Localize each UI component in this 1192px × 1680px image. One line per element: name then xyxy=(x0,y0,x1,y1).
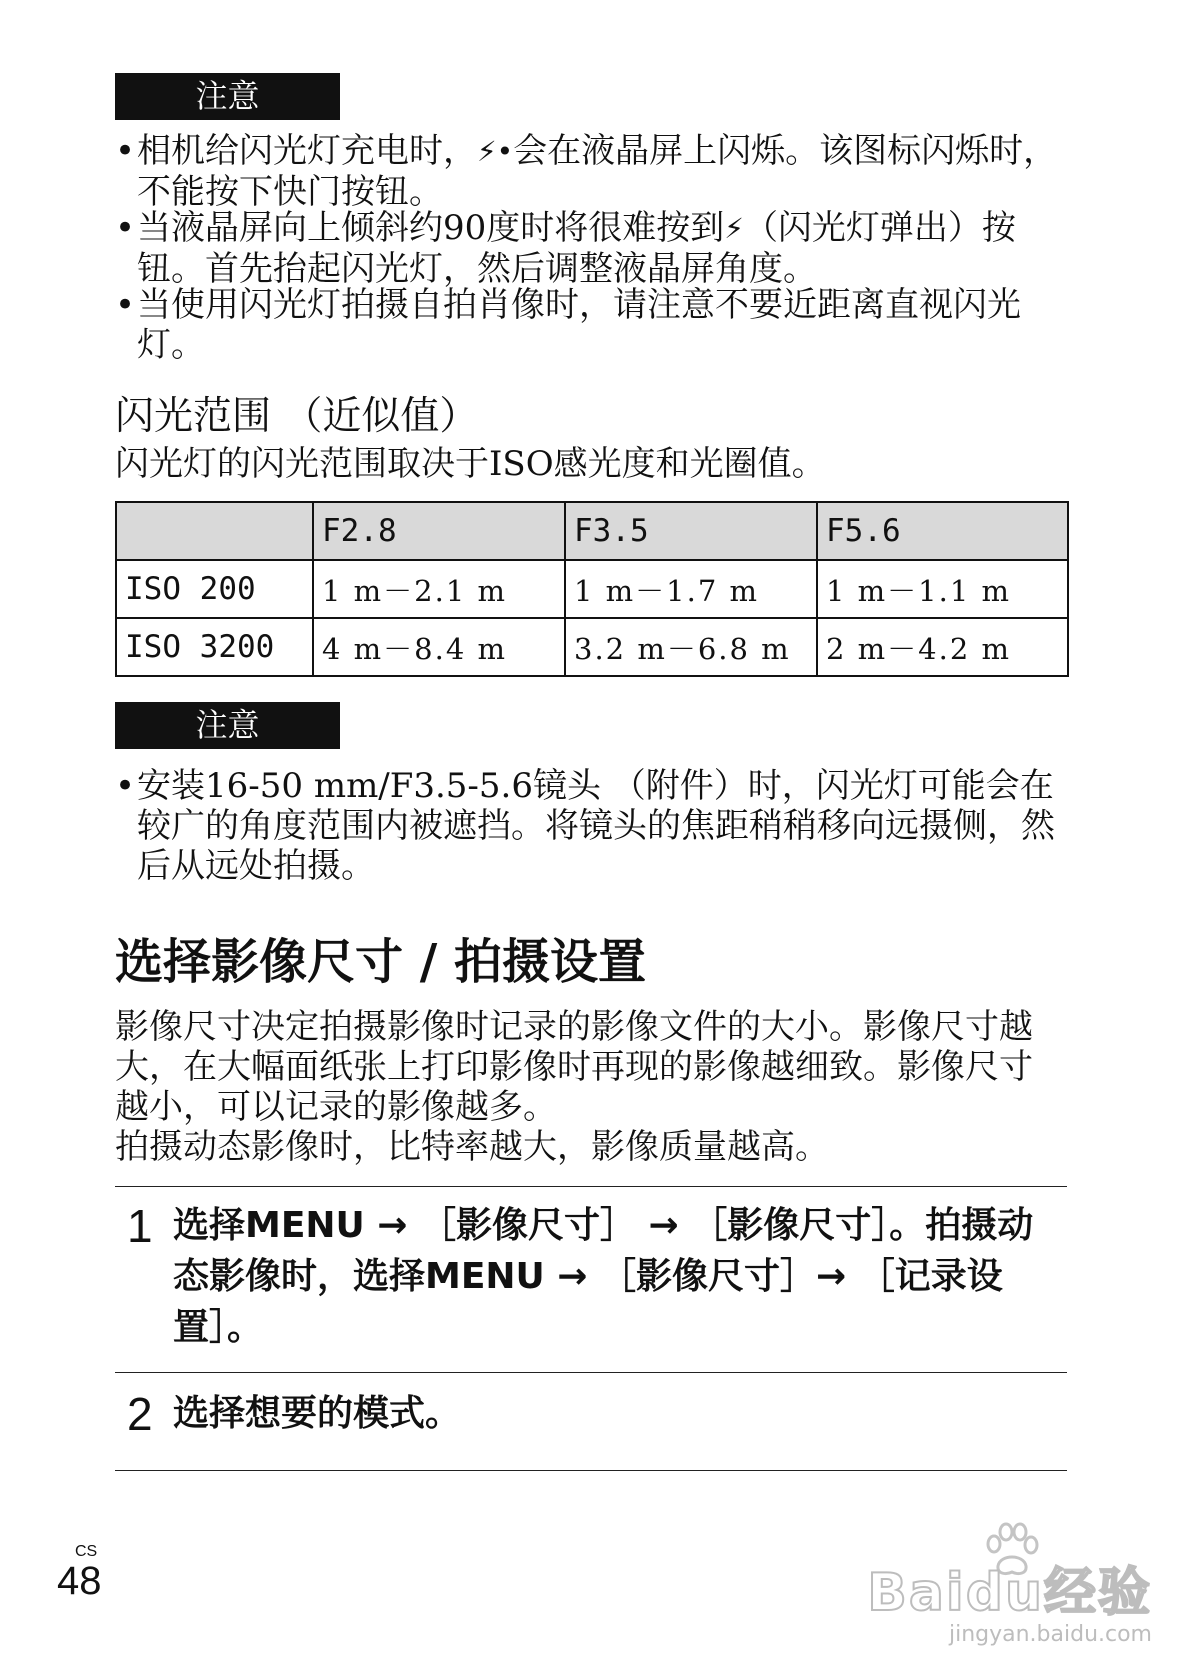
notice-label: 注意 xyxy=(115,702,340,749)
section-title: 选择影像尺寸 / 拍摄设置 xyxy=(115,934,646,990)
bullet-text: （闪光灯弹出）按钮。首先抬起闪光灯，然后调整液晶屏角度。 xyxy=(137,208,1016,289)
table-row xyxy=(116,560,1068,618)
table-row-label: ISO 200 xyxy=(116,560,313,618)
flash-charging-icon: ⚡• xyxy=(477,135,514,168)
table-row xyxy=(116,618,1068,676)
watermark xyxy=(862,1520,1152,1660)
table-header-cell: F3.5 xyxy=(565,502,817,560)
notice-bullet-lcd-tilt xyxy=(115,208,1065,289)
table-cell: 3.2 m－6.8 m xyxy=(565,618,817,676)
table-row-label: ISO 3200 xyxy=(116,618,313,676)
table-cell: 1 m－2.1 m xyxy=(313,560,565,618)
notice-bullet-flash-charging xyxy=(115,131,1065,212)
divider xyxy=(115,1372,1067,1373)
bullet-text: 会在液晶屏上闪烁。该图标闪烁时，不能按下快门按钮。 xyxy=(137,131,1058,212)
flash-pop-up-icon: ⚡ xyxy=(724,212,744,245)
bullet-text: 当液晶屏向上倾斜约90度时将很难按到 xyxy=(137,208,725,248)
table-cell: 4 m－8.4 m xyxy=(313,618,565,676)
table-header-cell xyxy=(116,502,313,560)
notice-bullet-self-portrait: • 当使用闪光灯拍摄自拍肖像时，请注意不要近距离直视闪光灯。 xyxy=(115,285,1065,365)
table-cell: 2 m－4.2 m xyxy=(817,618,1068,676)
table-header-cell: F5.6 xyxy=(817,502,1068,560)
image-size-paragraph: 影像尺寸决定拍摄影像时记录的影像文件的大小。影像尺寸越大，在大幅面纸张上打印影像时再现的影像越细致。影像尺寸越小，可以记录的影像越多。 xyxy=(115,1007,1033,1127)
flash-range-description: 闪光灯的闪光范围取决于ISO感光度和光圈值。 xyxy=(115,444,826,484)
step-instruction: 选择想要的模式。 xyxy=(173,1393,462,1434)
movie-bitrate-paragraph: 拍摄动态影像时，比特率越大，影像质量越高。 xyxy=(115,1127,829,1167)
table-cell: 1 m－1.7 m xyxy=(565,560,817,618)
flash-range-title: 闪光范围 （近似值） xyxy=(115,394,479,439)
flash-range-table xyxy=(115,501,1069,677)
step-number: 2 xyxy=(127,1388,153,1440)
table-header-row xyxy=(116,502,1068,560)
bullet-text: 相机给闪光灯充电时， xyxy=(137,131,477,171)
divider xyxy=(115,1186,1067,1187)
step-instruction: 选择MENU → ［影像尺寸］ → ［影像尺寸］。拍摄动态影像时，选择MENU → ［影像尺寸］→ ［记录设置］。 xyxy=(173,1205,1034,1348)
table-cell: 1 m－1.1 m xyxy=(817,560,1068,618)
watermark-url: jingyan.baidu.com xyxy=(948,1622,1152,1647)
divider xyxy=(115,1470,1067,1471)
table-header-cell: F2.8 xyxy=(313,502,565,560)
page-number: 48 xyxy=(57,1559,102,1603)
notice-label: 注意 xyxy=(115,73,340,120)
step-number: 1 xyxy=(127,1200,153,1252)
language-code: CS xyxy=(75,1543,98,1560)
watermark-brand: Baidu经验 xyxy=(867,1563,1152,1623)
notice-bullet-lens-obstruction: • 安装16-50 mm/F3.5-5.6镜头 （附件）时，闪光灯可能会在较广的角度范围内被遮挡。将镜头的焦距稍稍移向远摄侧，然后从远处拍摄。 xyxy=(115,766,1065,886)
